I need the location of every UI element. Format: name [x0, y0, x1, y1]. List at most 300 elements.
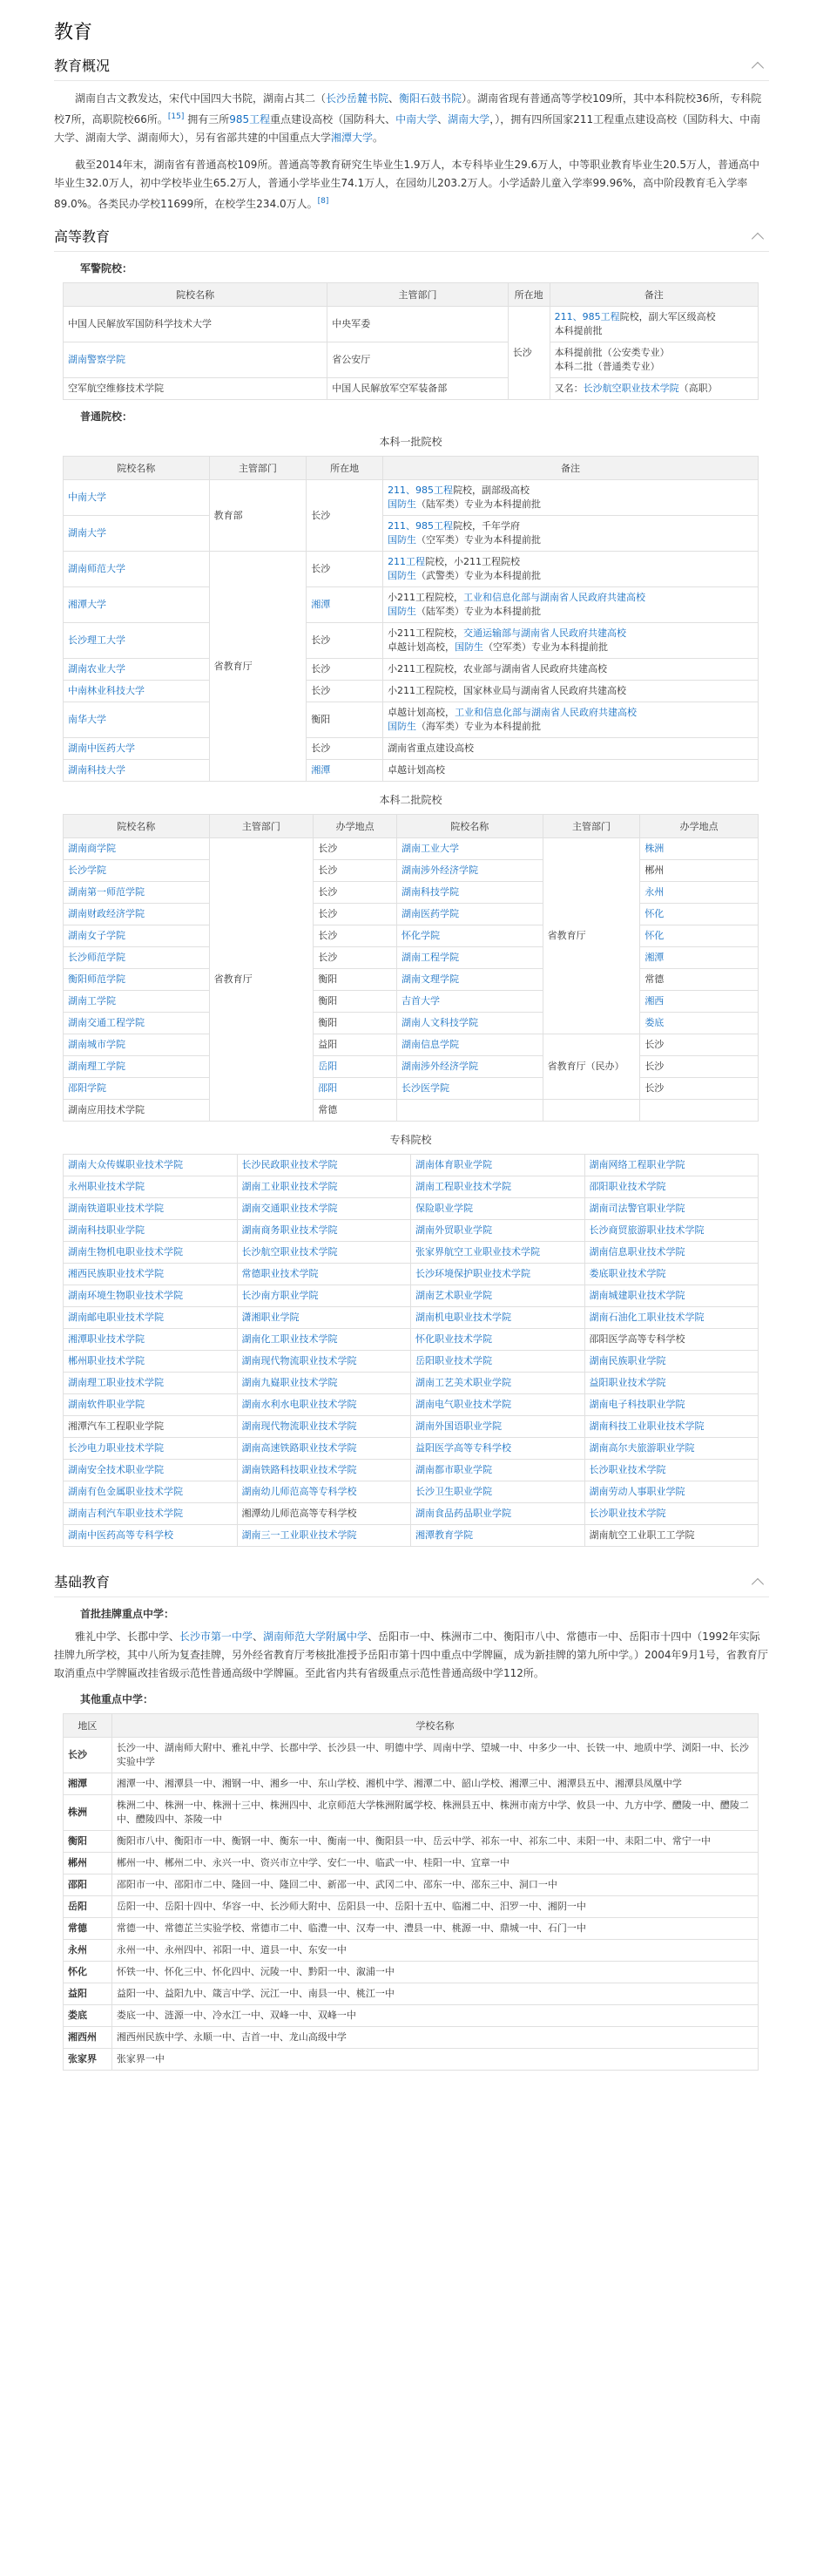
school-name[interactable]: 湖南中医药高等专科学校 — [64, 1525, 238, 1547]
col-header: 院校名称 — [397, 815, 543, 838]
school-name[interactable]: 邵阳职业技术学院 — [584, 1176, 759, 1198]
school-name[interactable]: 湖南科技职业学院 — [64, 1220, 238, 1242]
school-list: 常德一中、常德芷兰实验学校、常德市二中、临澧一中、汉寿一中、澧县一中、桃源一中、鼎城一中、石门一中 — [111, 1918, 758, 1940]
chevron-up-icon[interactable] — [752, 1577, 764, 1590]
link[interactable]: 国防生 — [455, 641, 484, 653]
batch1-table — [63, 456, 759, 782]
school-name[interactable]: 湘西民族职业技术学院 — [64, 1264, 238, 1285]
school-name[interactable]: 湖南科技工业职业技术学院 — [584, 1416, 759, 1438]
city[interactable]: 湘潭 — [307, 760, 383, 782]
link-hnu[interactable]: 湖南大学 — [448, 113, 490, 125]
link[interactable]: 国防生 — [388, 721, 417, 732]
city[interactable]: 邵阳 — [314, 1078, 397, 1100]
table-row — [64, 1940, 759, 1962]
city: 长沙 — [307, 681, 383, 702]
empty-cell — [543, 1100, 640, 1122]
school-list: 张家界一中 — [111, 2049, 758, 2071]
school-name[interactable]: 湖南劳动人事职业学院 — [584, 1481, 759, 1503]
link-xtu[interactable]: 湘潭大学 — [331, 132, 374, 144]
school-list: 邵阳市一中、邵阳市二中、隆回一中、隆回二中、新邵一中、武冈二中、邵东一中、邵东三中、洞口一中 — [111, 1874, 758, 1896]
school-list: 株洲二中、株洲一中、株洲十三中、株洲四中、北京师范大学株洲附属学校、株洲县五中、株洲市南方中学、攸县一中、九方中学、醴陵一中、醴陵二中、醴陵四中、茶陵一中 — [111, 1795, 758, 1831]
table-row — [64, 1416, 759, 1438]
table-row — [64, 760, 759, 782]
link[interactable]: 国防生 — [388, 534, 417, 546]
school-name[interactable]: 湖南司法警官职业学院 — [584, 1198, 759, 1220]
school-name[interactable]: 湖南民族职业学院 — [584, 1351, 759, 1373]
chevron-up-icon[interactable] — [752, 232, 764, 244]
school-name[interactable]: 湖南电气职业技术学院 — [411, 1394, 585, 1416]
school-name[interactable]: 湘潭教育学院 — [411, 1525, 585, 1547]
table-row — [64, 1525, 759, 1547]
table-row — [64, 1438, 759, 1460]
link-changsha-no1[interactable]: 长沙市第一中学 — [179, 1630, 253, 1643]
city[interactable]: 湘西 — [640, 991, 759, 1013]
batch2-table — [63, 814, 759, 1122]
text: 湖南省重点建设高校 — [388, 742, 475, 754]
link[interactable]: 国防生 — [388, 570, 417, 581]
school-list: 益阳一中、益阳九中、箴言中学、沅江一中、南县一中、桃江一中 — [111, 1983, 758, 2005]
table-row — [64, 882, 759, 904]
note — [383, 516, 759, 552]
col-header: 所在地 — [307, 457, 383, 480]
link[interactable]: 工业和信息化部与湖南省人民政府共建高校 — [463, 592, 646, 603]
text: 卓越计划高校 — [388, 764, 446, 776]
school-name[interactable]: 湖南师范大学 — [64, 552, 210, 587]
table-row — [64, 991, 759, 1013]
text: 院校，副大军区级高校 — [619, 311, 716, 322]
school-name[interactable]: 中南林业科技大学 — [64, 681, 210, 702]
region: 株洲 — [64, 1795, 112, 1831]
text: 本科提前批（公安类专业） — [554, 347, 670, 358]
school-name[interactable]: 邵阳学院 — [64, 1078, 210, 1100]
school-name[interactable]: 湖南理工职业技术学院 — [64, 1373, 238, 1394]
text: 小211工程院校， — [388, 627, 464, 639]
link[interactable]: 211、985工程 — [554, 311, 620, 322]
city: 长沙 — [314, 947, 397, 969]
text: 、 — [388, 92, 400, 105]
school-name[interactable]: 湖南信息学院 — [397, 1034, 543, 1056]
school-name: 湖南应用技术学院 — [64, 1100, 210, 1122]
school-name: 中国人民解放军国防科学技术大学 — [64, 307, 327, 342]
school-name[interactable]: 郴州职业技术学院 — [64, 1351, 238, 1373]
text: 、岳阳市一中、株洲市二中、衡阳市八中、常德市一中、岳阳市十四中（1992年实际挂牌九所学校，其中八所为复查挂牌，另外经省教育厅考核批准授予岳阳市第十四中重点中学牌匾，成为新挂牌的第九所中学。）2004年9月1号，省教育厅取消重点中学牌匾改挂省级示范性普通高级中学牌匾。至此省内共有省级重点示范性普通高级中学112所。 — [54, 1630, 768, 1679]
military-title: 军警院校： — [80, 262, 133, 275]
text: 雅礼中学、长郡中学、 — [75, 1630, 180, 1643]
city: 长沙 — [307, 738, 383, 760]
city[interactable]: 岳阳 — [314, 1056, 397, 1078]
text: 本科二批（普通类专业） — [554, 361, 660, 372]
col-header: 办学地点 — [314, 815, 397, 838]
school-name[interactable]: 长沙环境保护职业技术学院 — [411, 1264, 585, 1285]
region: 湘西州 — [64, 2027, 112, 2049]
region: 怀化 — [64, 1962, 112, 1983]
city: 长沙 — [307, 552, 383, 587]
school-name[interactable]: 张家界航空工业职业技术学院 — [411, 1242, 585, 1264]
city: 长沙 — [640, 1034, 759, 1056]
school-name[interactable]: 湖南工程学院 — [397, 947, 543, 969]
region: 邵阳 — [64, 1874, 112, 1896]
school-name[interactable]: 湖南都市职业学院 — [411, 1460, 585, 1481]
school-name[interactable]: 湖南邮电职业技术学院 — [64, 1307, 238, 1329]
school-name[interactable]: 湖南机电职业技术学院 — [411, 1307, 585, 1329]
text: 院校，千年学府 — [453, 520, 521, 532]
dept: 教育部 — [209, 480, 307, 552]
table-caption: 本科一批院校 — [379, 436, 442, 448]
table-row — [64, 838, 759, 860]
text: 本科提前批 — [554, 325, 603, 336]
school-name[interactable]: 湖南商务职业技术学院 — [237, 1220, 411, 1242]
city[interactable]: 怀化 — [640, 925, 759, 947]
school-list: 长沙一中、湖南师大附中、雅礼中学、长郡中学、长沙县一中、明德中学、周南中学、望城一中、中多少一中、长铁一中、地质中学、浏阳一中、长沙实验中学 — [111, 1738, 758, 1773]
school-name[interactable]: 湖南财政经济学院 — [64, 904, 210, 925]
text: 湖南自古文教发达，宋代中国四大书院，湖南占其二（ — [75, 92, 327, 105]
table-row — [64, 1307, 759, 1329]
section-title: 教育概况 — [54, 58, 111, 74]
school-name[interactable]: 湖南大学 — [64, 516, 210, 552]
school-name[interactable]: 常德职业技术学院 — [237, 1264, 411, 1285]
link-hnsdfz[interactable]: 湖南师范大学附属中学 — [263, 1630, 368, 1643]
school-name[interactable]: 湖南三一工业职业技术学院 — [237, 1525, 411, 1547]
dept: 省教育厅（民办） — [543, 1034, 640, 1100]
link-985[interactable]: 985工程 — [229, 113, 271, 125]
city[interactable]: 怀化 — [640, 904, 759, 925]
text: ，），拥有四所国家211工程重点建设高校（国防科大、中南大学、湖南大学、湖南师大），另有省部共建的中国重点大学 — [54, 113, 761, 144]
table-row — [64, 1264, 759, 1285]
table-row — [64, 480, 759, 516]
school-name[interactable]: 湖南艺术职业学院 — [411, 1285, 585, 1307]
school-name[interactable]: 湖南工艺美术职业学院 — [411, 1373, 585, 1394]
school-name[interactable]: 长沙医学院 — [397, 1078, 543, 1100]
text: （陆军类）专业为本科提前批 — [416, 498, 542, 510]
text: 拥有三所 — [184, 113, 230, 125]
school-name[interactable]: 湖南外贸职业学院 — [411, 1220, 585, 1242]
table-row — [64, 1373, 759, 1394]
school-name[interactable]: 湖南软件职业学院 — [64, 1394, 238, 1416]
other-schools-table — [63, 1713, 759, 2071]
school-name[interactable]: 湘潭职业技术学院 — [64, 1329, 238, 1351]
school-name[interactable]: 湖南水利水电职业技术学院 — [237, 1394, 411, 1416]
text: 又名： — [554, 383, 584, 394]
city: 长沙 — [640, 1078, 759, 1100]
table-row — [64, 1013, 759, 1034]
school-name[interactable]: 湖南涉外经济学院 — [397, 860, 543, 882]
text: （高职） — [678, 383, 718, 394]
note — [383, 760, 759, 782]
school-name[interactable]: 永州职业技术学院 — [64, 1176, 238, 1198]
link[interactable]: 211工程 — [388, 556, 426, 567]
school-name[interactable]: 长沙理工大学 — [64, 623, 210, 659]
link[interactable]: 工业和信息化部与湖南省人民政府共建高校 — [455, 707, 638, 718]
school-list: 永州一中、永州四中、祁阳一中、道县一中、东安一中 — [111, 1940, 758, 1962]
school-name[interactable]: 湖南铁路科技职业技术学院 — [237, 1460, 411, 1481]
school-name[interactable]: 湖南石油化工职业技术学院 — [584, 1307, 759, 1329]
school-name[interactable]: 湖南大众传媒职业技术学院 — [64, 1155, 238, 1176]
table-row — [64, 1795, 759, 1831]
city: 益阳 — [314, 1034, 397, 1056]
region: 长沙 — [64, 1738, 112, 1773]
text: 卓越计划高校， — [388, 641, 455, 653]
note — [383, 659, 759, 681]
text: 小211工程院校，国家林业局与湖南省人民政府共建高校 — [388, 685, 627, 696]
citation[interactable]: [8] — [317, 197, 329, 206]
school-name[interactable]: 湖南警察学院 — [64, 342, 327, 378]
text: 小211工程院校，农业部与湖南省人民政府共建高校 — [388, 663, 608, 675]
city: 长沙 — [314, 838, 397, 860]
text: 院校，副部级高校 — [453, 485, 530, 496]
chevron-up-icon[interactable] — [752, 61, 764, 73]
table-row — [64, 1503, 759, 1525]
col-header: 主管部门 — [327, 283, 508, 307]
school-name[interactable]: 益阳医学高等专科学校 — [411, 1438, 585, 1460]
school-name[interactable]: 怀化学院 — [397, 925, 543, 947]
note — [383, 552, 759, 587]
school-name[interactable]: 长沙职业技术学院 — [584, 1460, 759, 1481]
region: 郴州 — [64, 1853, 112, 1874]
citation[interactable]: [15] — [167, 112, 185, 121]
text: （海军类）专业为本科提前批 — [416, 721, 542, 732]
overview-paragraph-2 — [54, 156, 769, 214]
table-row — [64, 516, 759, 552]
school-name[interactable]: 湖南生物机电职业技术学院 — [64, 1242, 238, 1264]
col-header: 所在地 — [508, 283, 550, 307]
text: （空军类）专业为本科提前批 — [416, 534, 542, 546]
table-row — [64, 1394, 759, 1416]
school-name[interactable]: 潇湘职业学院 — [237, 1307, 411, 1329]
link[interactable]: 国防生 — [388, 606, 417, 617]
city[interactable]: 永州 — [640, 882, 759, 904]
school-name[interactable]: 湖南涉外经济学院 — [397, 1056, 543, 1078]
school-name[interactable]: 湖南九嶷职业技术学院 — [237, 1373, 411, 1394]
school-name[interactable]: 湖南城建职业技术学院 — [584, 1285, 759, 1307]
school-name[interactable]: 湖南中医药大学 — [64, 738, 210, 760]
col-header: 备注 — [550, 283, 758, 307]
section-header-higher[interactable] — [54, 222, 769, 252]
school-list: 娄底一中、涟源一中、冷水江一中、双峰一中、双峰一中 — [111, 2005, 758, 2027]
table-row — [64, 947, 759, 969]
text: 截至2014年末，湖南省有普通高校109所。普通高等教育研究生毕业生1.9万人，本专科毕业生29.6万人，中等职业教育毕业生20.5万人，普通高中毕业生32.0万人，初中学校毕业生65.2万人，普通小学毕业生74.1万人，在园幼儿203.2万人。小学适龄儿童入学率99.96%，高中阶段教育毛入学率89.0%。各类民办学校11699所，在校学生234.0万人。 — [54, 159, 759, 210]
school-name[interactable]: 长沙航空职业技术学院 — [237, 1242, 411, 1264]
city[interactable]: 娄底 — [640, 1013, 759, 1034]
school-list: 湘潭一中、湘潭县一中、湘钢一中、湘乡一中、东山学校、湘机中学、湘潭二中、韶山学校、湘潭三中、湘潭县五中、湘潭县凤凰中学 — [111, 1773, 758, 1795]
city: 长沙 — [314, 904, 397, 925]
table-row — [64, 342, 759, 378]
section-header-basic[interactable] — [54, 1568, 769, 1597]
school-name[interactable]: 湖南工程职业技术学院 — [411, 1176, 585, 1198]
school-name[interactable]: 衡阳师范学院 — [64, 969, 210, 991]
table-row — [64, 659, 759, 681]
school-name[interactable]: 岳阳职业技术学院 — [411, 1351, 585, 1373]
table-row — [64, 1198, 759, 1220]
dept: 省教育厅 — [543, 838, 640, 1034]
school-list: 衡阳市八中、衡阳市一中、衡钢一中、衡东一中、衡南一中、衡阳县一中、岳云中学、祁东一中、祁东二中、耒阳一中、耒阳二中、常宁一中 — [111, 1831, 758, 1853]
table-row — [64, 904, 759, 925]
city[interactable]: 衡阳 — [307, 702, 383, 738]
school-name[interactable]: 湖南人文科技学院 — [397, 1013, 543, 1034]
school-name[interactable]: 长沙师范学院 — [64, 947, 210, 969]
link-yuelu[interactable]: 长沙岳麓书院 — [326, 92, 389, 105]
school-name[interactable]: 湖南现代物流职业技术学院 — [237, 1416, 411, 1438]
table-row — [64, 2049, 759, 2071]
region: 娄底 — [64, 2005, 112, 2027]
school-name[interactable]: 湖南第一师范学院 — [64, 882, 210, 904]
text: 小211工程院校， — [388, 592, 464, 603]
school-name[interactable]: 长沙南方职业学院 — [237, 1285, 411, 1307]
overview-paragraph-1 — [54, 90, 769, 147]
school-name[interactable]: 湖南现代物流职业技术学院 — [237, 1351, 411, 1373]
table-row — [64, 1100, 759, 1122]
table-row — [64, 307, 759, 342]
school-name[interactable]: 湖南交通工程学院 — [64, 1013, 210, 1034]
city: 常德 — [640, 969, 759, 991]
note — [383, 480, 759, 516]
school-name[interactable]: 湖南电子科技职业学院 — [584, 1394, 759, 1416]
school-name[interactable]: 湖南高速铁路职业技术学院 — [237, 1438, 411, 1460]
region: 永州 — [64, 1940, 112, 1962]
note — [550, 342, 758, 378]
city[interactable]: 湘潭 — [640, 947, 759, 969]
school-name[interactable]: 湖南网络工程职业学院 — [584, 1155, 759, 1176]
link[interactable]: 211、985工程 — [388, 485, 454, 496]
city: 长沙 — [314, 925, 397, 947]
school-name[interactable]: 湖南吉利汽车职业技术学院 — [64, 1503, 238, 1525]
school-name[interactable]: 湖南女子学院 — [64, 925, 210, 947]
link[interactable]: 国防生 — [388, 498, 417, 510]
table-row — [64, 1773, 759, 1795]
school-name[interactable]: 湖南科技学院 — [397, 882, 543, 904]
col-header: 主管部门 — [209, 457, 307, 480]
school-name: 空军航空维修技术学院 — [64, 378, 327, 400]
city[interactable]: 株洲 — [640, 838, 759, 860]
text: 卓越计划高校， — [388, 707, 455, 718]
school-name[interactable]: 怀化职业技术学院 — [411, 1329, 585, 1351]
school-name[interactable]: 长沙商贸旅游职业技术学院 — [584, 1220, 759, 1242]
table-row — [64, 681, 759, 702]
school-name[interactable]: 长沙学院 — [64, 860, 210, 882]
link-csu[interactable]: 中南大学 — [395, 113, 438, 125]
school-name[interactable]: 长沙电力职业技术学院 — [64, 1438, 238, 1460]
city[interactable]: 湘潭 — [307, 587, 383, 623]
school-list: 岳阳一中、岳阳十四中、华容一中、长沙师大附中、岳阳县一中、岳阳十五中、临湘二中、汨罗一中、湘阴一中 — [111, 1896, 758, 1918]
col-header: 院校名称 — [64, 457, 210, 480]
school-name[interactable]: 湖南化工职业技术学院 — [237, 1329, 411, 1351]
school-name[interactable]: 湖南铁道职业技术学院 — [64, 1198, 238, 1220]
school-name[interactable]: 保险职业学院 — [411, 1198, 585, 1220]
school-name[interactable]: 湖南体育职业学院 — [411, 1155, 585, 1176]
school-name[interactable]: 娄底职业技术学院 — [584, 1264, 759, 1285]
school-name[interactable]: 吉首大学 — [397, 991, 543, 1013]
school-name[interactable]: 湖南安全技术职业学院 — [64, 1460, 238, 1481]
table-row — [64, 1460, 759, 1481]
city: 长沙 — [314, 882, 397, 904]
city: 长沙 — [307, 659, 383, 681]
dept: 省教育厅 — [209, 838, 314, 1122]
region: 岳阳 — [64, 1896, 112, 1918]
school-name[interactable]: 湖南农业大学 — [64, 659, 210, 681]
city: 郴州 — [640, 860, 759, 882]
table-row — [64, 623, 759, 659]
note — [550, 307, 758, 342]
school-name[interactable]: 长沙民政职业技术学院 — [237, 1155, 411, 1176]
table-row — [64, 738, 759, 760]
text: 、 — [253, 1630, 264, 1643]
city: 长沙 — [307, 480, 383, 552]
city: 长沙 — [508, 307, 550, 400]
school-list: 郴州一中、郴州二中、永兴一中、资兴市立中学、安仁一中、临武一中、桂阳一中、宜章一中 — [111, 1853, 758, 1874]
school-name[interactable]: 湖南商学院 — [64, 838, 210, 860]
school-name[interactable]: 湖南信息职业技术学院 — [584, 1242, 759, 1264]
table-row — [64, 1078, 759, 1100]
table-row — [64, 1831, 759, 1853]
note — [383, 587, 759, 623]
text: 、 — [437, 113, 449, 125]
section-header-overview[interactable] — [54, 51, 769, 81]
school-name[interactable]: 湖南幼儿师范高等专科学校 — [237, 1481, 411, 1503]
school-name[interactable]: 湖南外国语职业学院 — [411, 1416, 585, 1438]
school-name[interactable]: 南华大学 — [64, 702, 210, 738]
col-header: 备注 — [383, 457, 759, 480]
link[interactable]: 交通运输部与湖南省人民政府共建高校 — [463, 627, 627, 639]
school-name[interactable]: 长沙卫生职业学院 — [411, 1481, 585, 1503]
table-row — [64, 1329, 759, 1351]
general-title: 普通院校： — [80, 410, 133, 423]
city: 长沙 — [640, 1056, 759, 1078]
other-title: 其他重点中学： — [80, 1693, 154, 1705]
school-name[interactable]: 湖南理工学院 — [64, 1056, 210, 1078]
table-row — [64, 1853, 759, 1874]
city: 长沙 — [314, 860, 397, 882]
col-header: 院校名称 — [64, 283, 327, 307]
school-name[interactable]: 湖南环境生物职业技术学院 — [64, 1285, 238, 1307]
first-batch-paragraph — [54, 1628, 769, 1683]
note — [383, 738, 759, 760]
table-row — [64, 1983, 759, 2005]
page-title: 教育 — [54, 22, 93, 44]
note — [383, 623, 759, 659]
link[interactable]: 211、985工程 — [388, 520, 454, 532]
school-name[interactable]: 湖南科技大学 — [64, 760, 210, 782]
school-name[interactable]: 湖南医药学院 — [397, 904, 543, 925]
school-name[interactable]: 湖南食品药品职业学院 — [411, 1503, 585, 1525]
table-row — [64, 1874, 759, 1896]
school-name: 湘潭汽车工程职业学院 — [64, 1416, 238, 1438]
school-name[interactable]: 中南大学 — [64, 480, 210, 516]
table-row — [64, 1481, 759, 1503]
school-name[interactable]: 湖南高尔夫旅游职业学院 — [584, 1438, 759, 1460]
city: 衡阳 — [314, 969, 397, 991]
dept: 中国人民解放军空军装备部 — [327, 378, 508, 400]
region: 益阳 — [64, 1983, 112, 2005]
table-row — [64, 860, 759, 882]
empty-cell — [397, 1100, 543, 1122]
school-name[interactable]: 湘潭大学 — [64, 587, 210, 623]
school-name[interactable]: 湖南工业大学 — [397, 838, 543, 860]
link[interactable]: 长沙航空职业技术学院 — [583, 383, 679, 394]
school-name[interactable]: 湖南交通职业技术学院 — [237, 1198, 411, 1220]
school-name[interactable]: 长沙职业技术学院 — [584, 1503, 759, 1525]
school-name[interactable]: 湖南工业职业技术学院 — [237, 1176, 411, 1198]
region: 湘潭 — [64, 1773, 112, 1795]
school-list: 怀铁一中、怀化三中、怀化四中、沅陵一中、黔阳一中、溆浦一中 — [111, 1962, 758, 1983]
section-title: 高等教育 — [54, 228, 111, 245]
empty-cell — [640, 1100, 759, 1122]
school-name[interactable]: 湖南工学院 — [64, 991, 210, 1013]
school-name[interactable]: 湖南文理学院 — [397, 969, 543, 991]
col-header: 办学地点 — [640, 815, 759, 838]
school-name[interactable]: 益阳职业技术学院 — [584, 1373, 759, 1394]
school-name[interactable]: 湖南有色金属职业技术学院 — [64, 1481, 238, 1503]
school-name[interactable]: 湖南城市学院 — [64, 1034, 210, 1056]
link-shigu[interactable]: 衡阳石鼓书院 — [399, 92, 462, 105]
